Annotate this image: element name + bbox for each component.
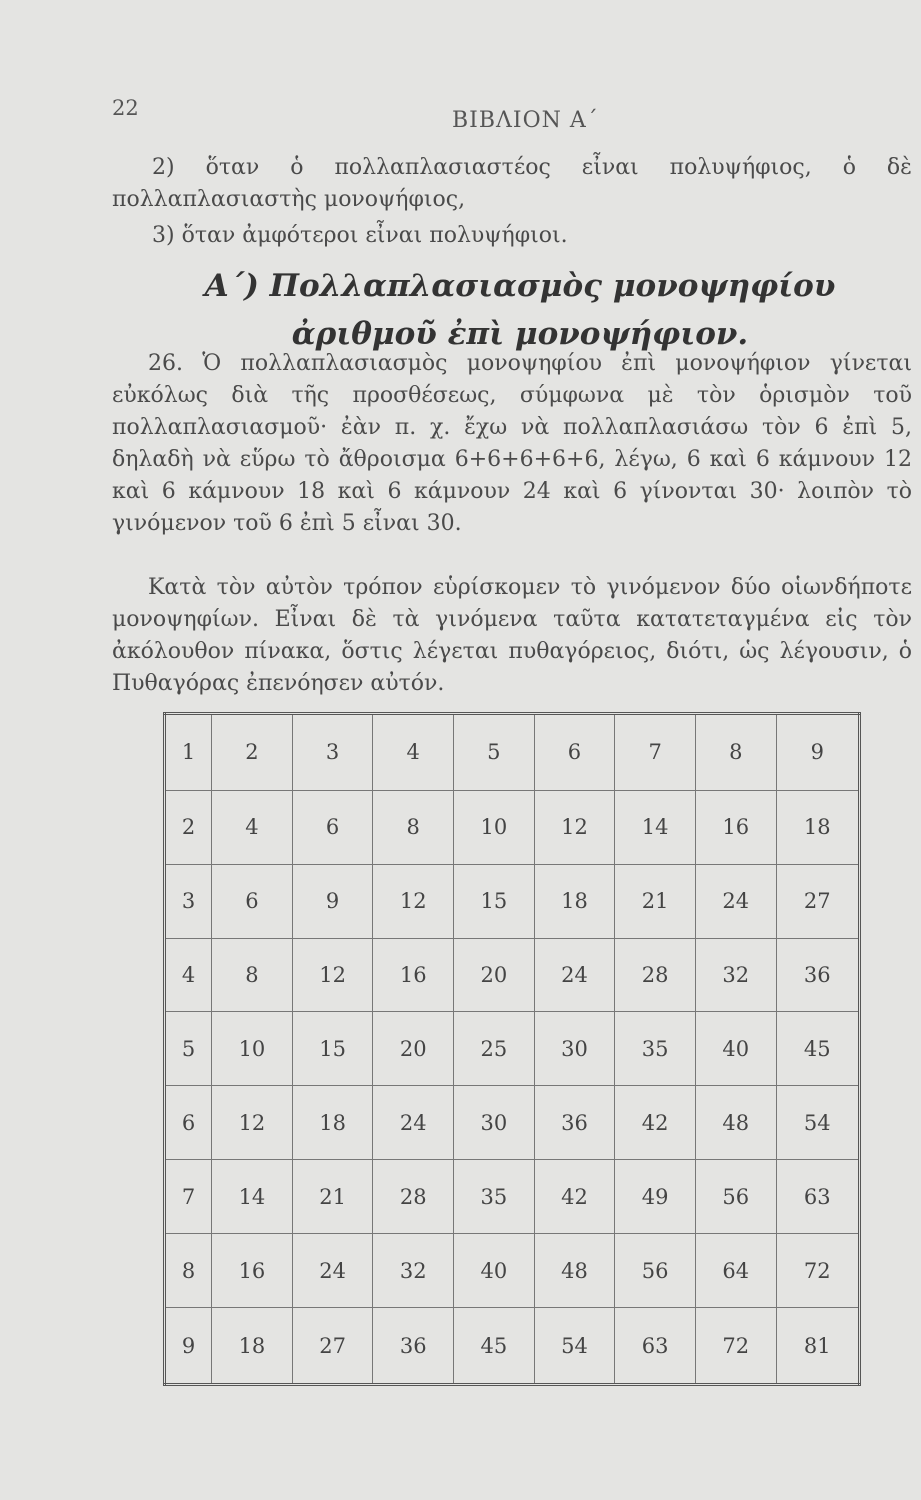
table-cell: 42 (615, 1086, 696, 1160)
table-cell: 9 (776, 714, 859, 791)
table-cell: 18 (776, 790, 859, 864)
table-cell: 8 (373, 790, 454, 864)
table-cell: 12 (212, 1086, 293, 1160)
table-row (165, 1012, 860, 1086)
table-cell: 6 (534, 714, 615, 791)
paragraph-pythagoras: Κατὰ τὸν αὐτὸν τρόπον εὑρίσκομεν τὸ γινόμενον δύο οἱωνδήποτε μονοψηφίων. Εἶναι δὲ τὰ γινόμενα ταῦτα κατατεταγμένα εἰς τὸν ἀκόλουθον πίνακα, ὅστις λέγεται πυθαγόρειος, διότι, ὡς λέγουσιν, ὁ Πυθαγόρας ἐπενόησεν αὐτόν. (112, 575, 912, 696)
pythagorean-table (163, 712, 861, 1386)
table-cell: 9 (165, 1308, 212, 1385)
table-cell: 15 (292, 1012, 373, 1086)
table-row (165, 1086, 860, 1160)
table-cell: 24 (292, 1234, 373, 1308)
table-row (165, 938, 860, 1012)
table-cell: 12 (534, 790, 615, 864)
table-cell: 32 (695, 938, 776, 1012)
table-cell: 72 (776, 1234, 859, 1308)
table-cell: 30 (454, 1086, 535, 1160)
table-cell: 56 (695, 1160, 776, 1234)
table-cell: 54 (776, 1086, 859, 1160)
table-cell: 14 (615, 790, 696, 864)
table-cell: 1 (165, 714, 212, 791)
table-cell: 63 (615, 1308, 696, 1385)
table-cell: 16 (373, 938, 454, 1012)
table-cell: 49 (615, 1160, 696, 1234)
running-header: ΒΙΒΛΙΟΝ Α΄ (452, 108, 599, 133)
table-row (165, 1234, 860, 1308)
table-cell: 14 (212, 1160, 293, 1234)
table-cell: 6 (165, 1086, 212, 1160)
table-cell: 35 (615, 1012, 696, 1086)
table-cell: 24 (534, 938, 615, 1012)
table-cell: 2 (212, 714, 293, 791)
table-cell: 12 (292, 938, 373, 1012)
table-cell: 36 (534, 1086, 615, 1160)
table-cell: 18 (534, 864, 615, 938)
table-cell: 28 (615, 938, 696, 1012)
table-cell: 15 (454, 864, 535, 938)
table-cell: 48 (534, 1234, 615, 1308)
table-cell: 10 (454, 790, 535, 864)
table-cell: 6 (212, 864, 293, 938)
table-cell: 40 (454, 1234, 535, 1308)
table-row (165, 1160, 860, 1234)
table-cell: 18 (292, 1086, 373, 1160)
table-cell: 18 (212, 1308, 293, 1385)
table-cell: 24 (373, 1086, 454, 1160)
table-cell: 36 (373, 1308, 454, 1385)
paragraph-26: 26. Ὁ πολλαπλασιασμὸς μονοψηφίου ἐπὶ μονοψήφιον γίνεται εὐκόλως διὰ τῆς προσθέσεως, σύμφωνα μὲ τὸν ὁρισμὸν τοῦ πολλαπλασιασμοῦ· ἐὰν π. χ. ἔχω νὰ πολλαπλασιάσω τὸν 6 ἐπὶ 5, δηλαδὴ νὰ εὕρω τὸ ἄθροισμα 6+6+6+6+6, λέγω, 6 καὶ 6 κάμνουν 12 καὶ 6 κάμνουν 18 καὶ 6 κάμνουν 24 καὶ 6 γίνονται 30· λοιπὸν τὸ γινόμενον τοῦ 6 ἐπὶ 5 εἶναι 30. (112, 351, 912, 536)
table-cell: 9 (292, 864, 373, 938)
table-cell: 72 (695, 1308, 776, 1385)
table-cell: 21 (292, 1160, 373, 1234)
table-cell: 5 (454, 714, 535, 791)
table-cell: 25 (454, 1012, 535, 1086)
table-cell: 64 (695, 1234, 776, 1308)
table-cell: 4 (165, 938, 212, 1012)
table-cell: 4 (373, 714, 454, 791)
table-cell: 81 (776, 1308, 859, 1385)
table-cell: 24 (695, 864, 776, 938)
table-cell: 16 (212, 1234, 293, 1308)
table-cell: 20 (454, 938, 535, 1012)
table-cell: 35 (454, 1160, 535, 1234)
table-cell: 3 (165, 864, 212, 938)
table-cell: 28 (373, 1160, 454, 1234)
table-cell: 5 (165, 1012, 212, 1086)
page-number: 22 (112, 96, 139, 120)
intro-item-2: 2) ὅταν ὁ πολλαπλασιαστέος εἶναι πολυψήφιος, ὁ δὲ πολλαπλασιαστὴς μονοψήφιος, (112, 155, 912, 212)
table-cell: 42 (534, 1160, 615, 1234)
table-cell: 48 (695, 1086, 776, 1160)
table-cell: 8 (165, 1234, 212, 1308)
table-cell: 32 (373, 1234, 454, 1308)
table-row (165, 864, 860, 938)
table-cell: 8 (695, 714, 776, 791)
table-row (165, 714, 860, 791)
table-cell: 30 (534, 1012, 615, 1086)
table-cell: 63 (776, 1160, 859, 1234)
table-cell: 20 (373, 1012, 454, 1086)
table-cell: 16 (695, 790, 776, 864)
table-cell: 36 (776, 938, 859, 1012)
table-cell: 40 (695, 1012, 776, 1086)
table-cell: 56 (615, 1234, 696, 1308)
table-cell: 4 (212, 790, 293, 864)
table-cell: 7 (615, 714, 696, 791)
table-row (165, 1308, 860, 1385)
table-cell: 45 (454, 1308, 535, 1385)
table-cell: 12 (373, 864, 454, 938)
table-cell: 7 (165, 1160, 212, 1234)
table-cell: 27 (292, 1308, 373, 1385)
intro-item-3: 3) ὅταν ἀμφότεροι εἶναι πολυψήφιοι. (152, 223, 568, 248)
table-row (165, 790, 860, 864)
table-cell: 2 (165, 790, 212, 864)
table-cell: 21 (615, 864, 696, 938)
table-cell: 8 (212, 938, 293, 1012)
table-cell: 3 (292, 714, 373, 791)
table-cell: 6 (292, 790, 373, 864)
table-cell: 10 (212, 1012, 293, 1086)
table-cell: 54 (534, 1308, 615, 1385)
table-cell: 45 (776, 1012, 859, 1086)
table-cell: 27 (776, 864, 859, 938)
section-heading: Α΄) Πολλαπλασιασμὸς μονοψηφίου ἀριθμοῦ ἐπὶ μονοψήφιον. (204, 268, 836, 352)
